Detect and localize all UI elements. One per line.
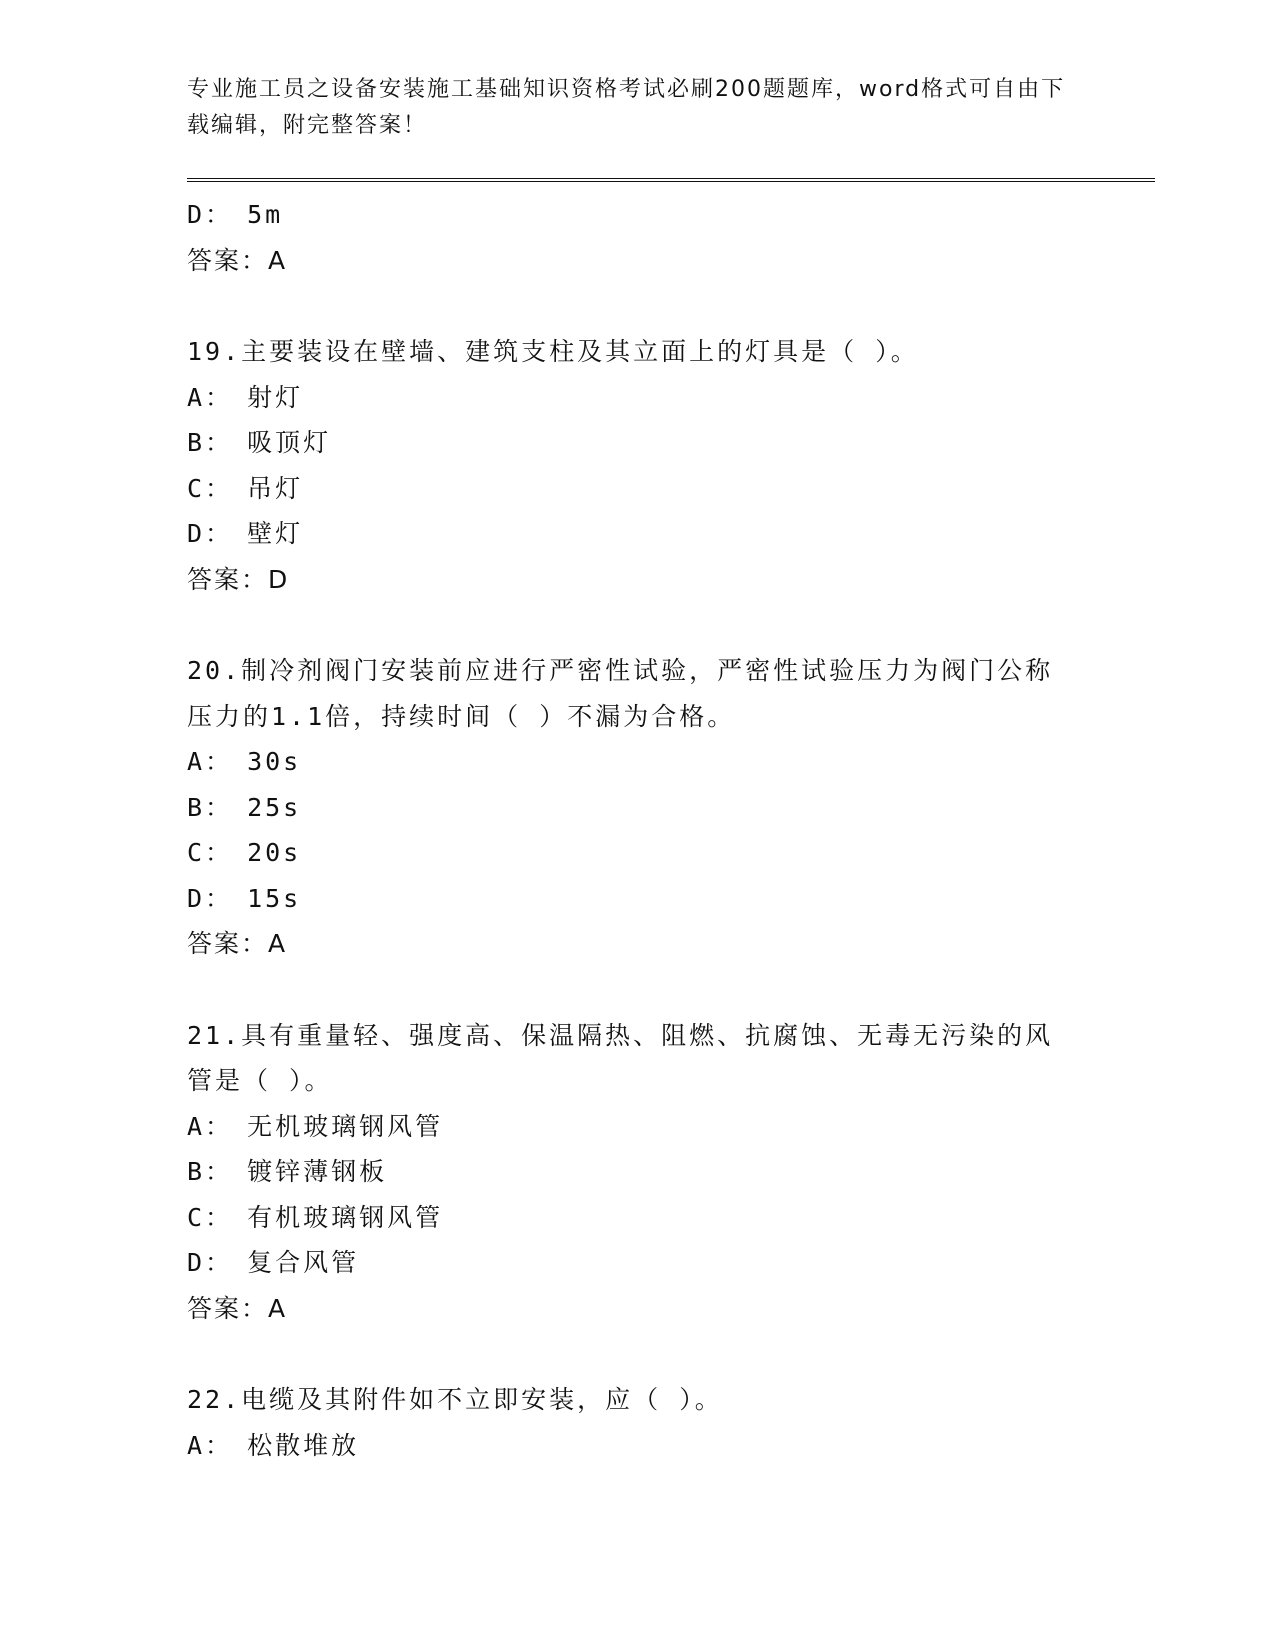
header-divider bbox=[187, 178, 1155, 182]
spacer bbox=[187, 1331, 1087, 1377]
question-stem-line: 21.具有重量轻、强度高、保温隔热、阻燃、抗腐蚀、无毒无污染的风 bbox=[187, 1020, 1054, 1050]
spacer bbox=[187, 283, 1087, 329]
question-list bbox=[187, 192, 1087, 1468]
page-header: 专业施工员之设备安装施工基础知识资格考试必刷200题题库，word格式可自由下载编辑，附完整答案！ bbox=[187, 77, 1066, 138]
answer: 答案：D bbox=[187, 564, 290, 594]
question-stem: 19.主要装设在壁墙、建筑支柱及其立面上的灯具是（ ）。 bbox=[187, 337, 919, 366]
question-stem-line: 压力的1.1倍，持续时间（ ）不漏为合格。 bbox=[187, 701, 736, 731]
option-a: A： 射灯 bbox=[187, 382, 304, 412]
question-stem: 22.电缆及其附件如不立即安装，应（ ）。 bbox=[187, 1385, 723, 1414]
option-a: A： 松散堆放 bbox=[187, 1430, 360, 1460]
option-c: C： 20s bbox=[187, 838, 302, 867]
option-a: A： 30s bbox=[187, 747, 302, 776]
option-d: D： 15s bbox=[187, 883, 302, 913]
option-b: B： 镀锌薄钢板 bbox=[187, 1157, 388, 1186]
option-a: A： 无机玻璃钢风管 bbox=[187, 1111, 444, 1141]
option-d: D： 壁灯 bbox=[187, 519, 304, 548]
option-b: B： 25s bbox=[187, 792, 302, 822]
answer: 答案：A bbox=[187, 1293, 288, 1323]
option-d: D： 复合风管 bbox=[187, 1248, 360, 1277]
question-stem-line: 20.制冷剂阀门安装前应进行严密性试验，严密性试验压力为阀门公称 bbox=[187, 656, 1054, 685]
option-c: C： 吊灯 bbox=[187, 473, 304, 503]
option-d: D： 5m bbox=[187, 200, 284, 229]
option-b: B： 吸顶灯 bbox=[187, 428, 332, 457]
spacer bbox=[187, 602, 1087, 648]
question-stem-line: 管是（ ）。 bbox=[187, 1066, 333, 1095]
answer: 答案：A bbox=[187, 245, 288, 275]
option-c: C： 有机玻璃钢风管 bbox=[187, 1202, 444, 1232]
answer: 答案：A bbox=[187, 929, 288, 958]
question-stem bbox=[187, 1013, 1067, 1104]
spacer bbox=[187, 967, 1087, 1013]
question-stem bbox=[187, 648, 1067, 739]
